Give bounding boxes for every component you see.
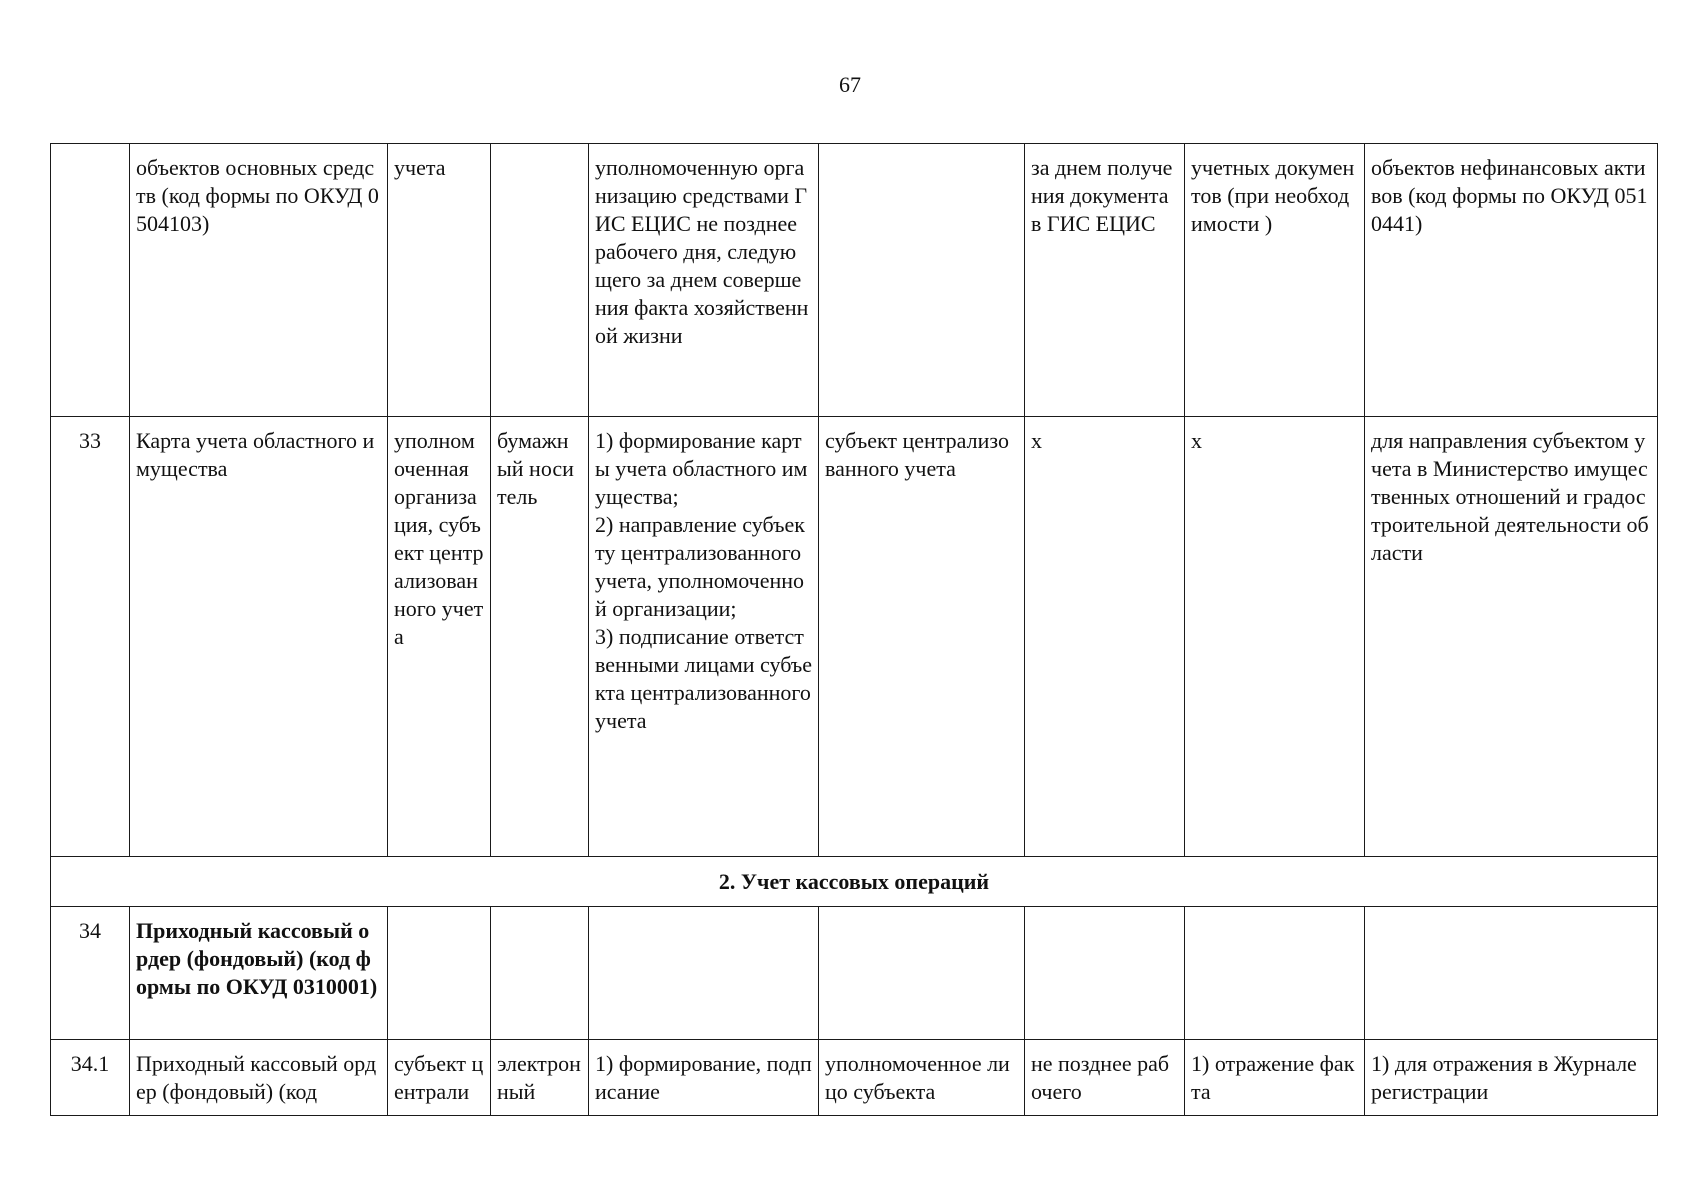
document-name: объектов основных средств (код формы по ОКУД 0504103): [130, 144, 388, 417]
row-number: 34.1: [51, 1040, 130, 1116]
document-procedure: 1) формирование карты учета областного имущества; 2) направление субъекту централизованного учета, уполномоченной организации; 3) подписание ответственными лицами субъекта централизованного учета: [589, 417, 819, 857]
document-purpose: для направления субъектом учета в Министерство имущественных отношений и градостроительной деятельности области: [1365, 417, 1658, 857]
document-procedure: [589, 907, 819, 1040]
page-number: 67: [839, 72, 861, 97]
document-creator: субъект централи: [388, 1040, 491, 1116]
row-number: 33: [51, 417, 130, 857]
document-creator: уполномоченная организация, субъект централизованного учета: [388, 417, 491, 857]
document-medium: [491, 907, 589, 1040]
table-row: [51, 1040, 1658, 1116]
document-action: х: [1185, 417, 1365, 857]
document-action: [1185, 907, 1365, 1040]
document-signer: [819, 144, 1025, 417]
document-procedure: уполномоченную организацию средствами ГИС ЕЦИС не позднее рабочего дня, следующего за днем совершения факта хозяйственной жизни: [589, 144, 819, 417]
table-row: [51, 417, 1658, 857]
row-number: 34: [51, 907, 130, 1040]
document-name: Карта учета областного имущества: [130, 417, 388, 857]
section-title: 2. Учет кассовых операций: [51, 857, 1658, 907]
table-row: [51, 907, 1658, 1040]
document-medium: бумажный носитель: [491, 417, 589, 857]
document-deadline: не позднее рабочего: [1025, 1040, 1185, 1116]
document-medium: [491, 144, 589, 417]
document-signer: [819, 907, 1025, 1040]
document-procedure: 1) формирование, подписание: [589, 1040, 819, 1116]
document-signer: субъект централизованного учета: [819, 417, 1025, 857]
document-name: Приходный кассовый ордер (фондовый) (код: [130, 1040, 388, 1116]
document-name: Приходный кассовый ордер (фондовый) (код формы по ОКУД 0310001): [130, 907, 388, 1040]
document-creator: [388, 907, 491, 1040]
section-row: [51, 857, 1658, 907]
document-medium: электронный: [491, 1040, 589, 1116]
document-purpose: 1) для отражения в Журнале регистрации: [1365, 1040, 1658, 1116]
document-purpose: [1365, 907, 1658, 1040]
document-signer: уполномоченное лицо субъекта: [819, 1040, 1025, 1116]
document-purpose: объектов нефинансовых активов (код формы по ОКУД 0510441): [1365, 144, 1658, 417]
document-deadline: за днем получения документа в ГИС ЕЦИС: [1025, 144, 1185, 417]
document-action: 1) отражение факта: [1185, 1040, 1365, 1116]
document-deadline: [1025, 907, 1185, 1040]
document-creator: учета: [388, 144, 491, 417]
row-number: [51, 144, 130, 417]
register-table: [50, 143, 1658, 1116]
table-row: [51, 144, 1658, 417]
document-action: учетных документов (при необходимости ): [1185, 144, 1365, 417]
document-deadline: х: [1025, 417, 1185, 857]
